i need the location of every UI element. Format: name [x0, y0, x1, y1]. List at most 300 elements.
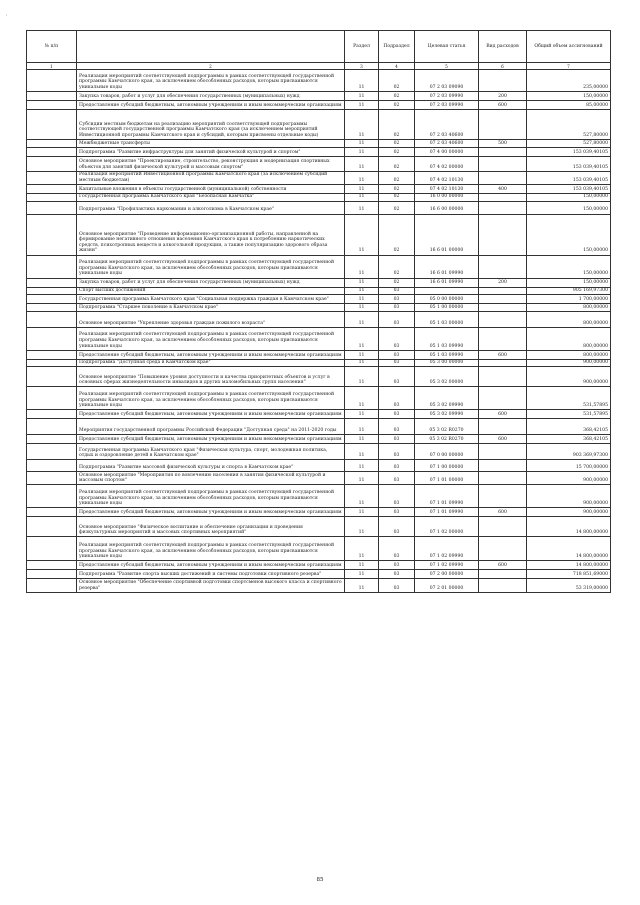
- row-expense: 600: [479, 561, 527, 570]
- row-name: Спорт высших достижений: [77, 287, 345, 295]
- table-row: [27, 327, 611, 350]
- table-row: [27, 156, 611, 171]
- header-target: Целевая статья: [415, 31, 479, 63]
- row-expense: [479, 537, 527, 561]
- row-number: [27, 295, 77, 304]
- row-subsection: 03: [379, 304, 415, 312]
- row-subsection: 03: [379, 410, 415, 419]
- row-target: 05 1 03 00000: [415, 311, 479, 327]
- row-name: Основное мероприятие "Мероприятия по вовлечению населения в занятия физической культурой и массовым спортом": [77, 472, 345, 485]
- row-number: [27, 311, 77, 327]
- row-subsection: 03: [379, 517, 415, 537]
- row-number: [27, 410, 77, 419]
- row-subsection: 03: [379, 485, 415, 508]
- row-expense: [479, 472, 527, 485]
- row-name: Реализация мероприятий соответствующей подпрограммы в рамках соответствующей государственной программы Камчатского края, за исключением обособленных расходов, которым присваиваются уникальные коды: [77, 255, 345, 278]
- row-target: 07 2 01 00000: [415, 579, 479, 592]
- row-section: 11: [345, 255, 379, 278]
- row-name: Подпрограмма "Развитие спорта высших достижений и системы подготовки спортивного резерва": [77, 570, 345, 579]
- row-target: 05 3 02 09990: [415, 387, 479, 410]
- row-section: 11: [345, 419, 379, 435]
- table-row: [27, 570, 611, 579]
- row-subsection: 03: [379, 419, 415, 435]
- row-subsection: 03: [379, 327, 415, 350]
- row-subsection: 03: [379, 472, 415, 485]
- table-row: [27, 444, 611, 460]
- table-row: [27, 350, 611, 359]
- row-name: Мероприятия государственной программы Российской Федерации "Доступная среда" на 2011-2020 годы: [77, 419, 345, 435]
- row-target: 07 2 00 00000: [415, 570, 479, 579]
- row-subsection: 02: [379, 171, 415, 184]
- row-name: Основное мероприятие "Обеспечение спортивной подготовки спортсменов высокого класса и спортивного резерва": [77, 579, 345, 592]
- row-number: [27, 570, 77, 579]
- row-subsection: 02: [379, 92, 415, 101]
- row-target: 16 6 01 09990: [415, 255, 479, 278]
- row-section: 11: [345, 444, 379, 460]
- table-row: [27, 184, 611, 193]
- row-section: 11: [345, 460, 379, 472]
- row-name: Основное мероприятие "Укрепление здоровья граждан пожилого возраста": [77, 311, 345, 327]
- row-target: 07 1 02 09990: [415, 561, 479, 570]
- row-name: Субсидии местным бюджетам на реализацию мероприятий соответствующей подпрограммы соответствующей государственной программы Камчатского края (за исключением мероприятий Инвестиционной программы Камчатского края и субсидий, которым присвоены отдельные коды): [77, 110, 345, 140]
- table-row: [27, 485, 611, 508]
- row-number: [27, 110, 77, 140]
- row-total: 900,00000: [527, 508, 611, 517]
- header-no: № п/п: [27, 31, 77, 63]
- row-number: [27, 156, 77, 171]
- table-row: [27, 435, 611, 444]
- row-subsection: 02: [379, 70, 415, 92]
- row-target: 07 2 03 40600: [415, 110, 479, 140]
- row-total: 900,00000: [527, 367, 611, 387]
- table-row: [27, 472, 611, 485]
- row-expense: [479, 570, 527, 579]
- table-row: [27, 508, 611, 517]
- row-expense: [479, 579, 527, 592]
- corner-mark: ': [6, 14, 8, 20]
- table-row: [27, 311, 611, 327]
- row-expense: [479, 304, 527, 312]
- row-total: 150,00000: [527, 201, 611, 214]
- row-subsection: 03: [379, 537, 415, 561]
- row-subsection: 03: [379, 359, 415, 367]
- row-target: 07 4 02 10130: [415, 171, 479, 184]
- row-target: 07 1 01 00000: [415, 472, 479, 485]
- row-name: Реализация мероприятий Инвестиционной программы Камчатского края (за исключением субсидий местным бюджетам): [77, 171, 345, 184]
- row-number: [27, 101, 77, 110]
- row-subsection: 03: [379, 295, 415, 304]
- row-total: 527,80000: [527, 110, 611, 140]
- row-target: 07 1 02 09990: [415, 537, 479, 561]
- row-expense: 200: [479, 92, 527, 101]
- column-number: 4: [379, 63, 415, 70]
- row-total: 900,00000: [527, 472, 611, 485]
- row-total: 905 169,97300: [527, 287, 611, 295]
- row-subsection: 03: [379, 387, 415, 410]
- row-section: 11: [345, 410, 379, 419]
- row-number: [27, 517, 77, 537]
- row-number: [27, 193, 77, 201]
- row-section: 11: [345, 579, 379, 592]
- row-total: 85,00000: [527, 101, 611, 110]
- table-row: [27, 140, 611, 148]
- row-total: 235,00000: [527, 70, 611, 92]
- row-number: [27, 255, 77, 278]
- row-target: 07 1 01 09990: [415, 508, 479, 517]
- row-total: 800,00000: [527, 327, 611, 350]
- row-total: 800,00000: [527, 350, 611, 359]
- table-row: [27, 460, 611, 472]
- row-subsection: 02: [379, 110, 415, 140]
- row-name: Предоставление субсидий бюджетным, автономным учреждениям и иным некоммерческим организациям: [77, 435, 345, 444]
- row-section: 11: [345, 508, 379, 517]
- row-section: 11: [345, 472, 379, 485]
- row-name: Подпрограмма "Доступная среда в Камчатском крае": [77, 359, 345, 367]
- row-expense: 600: [479, 410, 527, 419]
- row-name: Межбюджетные трансферты: [77, 140, 345, 148]
- row-expense: 600: [479, 508, 527, 517]
- budget-table: [26, 30, 611, 593]
- column-number: 6: [479, 63, 527, 70]
- row-expense: 400: [479, 184, 527, 193]
- row-subsection: 03: [379, 435, 415, 444]
- row-expense: [479, 110, 527, 140]
- row-number: [27, 278, 77, 287]
- row-name: Предоставление субсидий бюджетным, автономным учреждениям и иным некоммерческим организациям: [77, 508, 345, 517]
- row-total: 153 039,40105: [527, 156, 611, 171]
- row-expense: 200: [479, 278, 527, 287]
- column-number: 3: [345, 63, 379, 70]
- table-row: [27, 287, 611, 295]
- row-section: 11: [345, 156, 379, 171]
- row-name: Основное мероприятие "Повышение уровня доступности и качества приоритетных объектов и услуг в основных сферах жизнедеятельности инвалидов и других маломобильных групп населения": [77, 367, 345, 387]
- row-subsection: 03: [379, 460, 415, 472]
- row-section: 11: [345, 304, 379, 312]
- row-subsection: 03: [379, 350, 415, 359]
- page-number: 85: [316, 877, 324, 883]
- row-number: [27, 70, 77, 92]
- column-number: 7: [527, 63, 611, 70]
- row-subsection: 03: [379, 287, 415, 295]
- row-number: [27, 171, 77, 184]
- header-name: [77, 31, 345, 63]
- row-subsection: 02: [379, 214, 415, 255]
- row-target: 05 3 02 R0270: [415, 435, 479, 444]
- row-number: [27, 472, 77, 485]
- row-target: 07 0 00 00000: [415, 444, 479, 460]
- table-row: [27, 419, 611, 435]
- column-number: 2: [77, 63, 345, 70]
- row-target: 07 1 00 00000: [415, 460, 479, 472]
- row-expense: [479, 460, 527, 472]
- row-number: [27, 327, 77, 350]
- row-expense: [479, 255, 527, 278]
- row-subsection: 03: [379, 570, 415, 579]
- table-row: [27, 214, 611, 255]
- row-subsection: 02: [379, 193, 415, 201]
- row-section: 11: [345, 485, 379, 508]
- row-total: 527,80000: [527, 140, 611, 148]
- row-expense: [479, 359, 527, 367]
- column-number: 5: [415, 63, 479, 70]
- row-name: Предоставление субсидий бюджетным, автономным учреждениям и иным некоммерческим организациям: [77, 350, 345, 359]
- row-target: 05 1 03 09990: [415, 350, 479, 359]
- row-name: Государственная программа Камчатского края "Физическая культура, спорт, молодежная политика, отдых и оздоровление детей в Камчатском крае": [77, 444, 345, 460]
- row-number: [27, 304, 77, 312]
- row-section: 11: [345, 147, 379, 156]
- row-expense: [479, 311, 527, 327]
- row-subsection: 03: [379, 561, 415, 570]
- row-expense: [479, 214, 527, 255]
- row-section: 11: [345, 171, 379, 184]
- table-row: [27, 110, 611, 140]
- row-subsection: 03: [379, 444, 415, 460]
- row-name: Подпрограмма "Профилактика наркомании и алкоголизма в Камчатском крае": [77, 201, 345, 214]
- row-target: 07 1 02 00000: [415, 517, 479, 537]
- column-number-row: [27, 63, 611, 70]
- row-total: 15 700,00000: [527, 460, 611, 472]
- row-expense: [479, 171, 527, 184]
- row-section: 11: [345, 537, 379, 561]
- row-target: 05 3 02 R0270: [415, 419, 479, 435]
- row-total: 150,00000: [527, 92, 611, 101]
- row-number: [27, 147, 77, 156]
- row-section: 11: [345, 184, 379, 193]
- row-expense: [479, 367, 527, 387]
- row-subsection: 02: [379, 201, 415, 214]
- row-total: 53 319,00000: [527, 579, 611, 592]
- row-target: 05 3 02 00000: [415, 367, 479, 387]
- row-total: 900,00000: [527, 485, 611, 508]
- row-section: 11: [345, 359, 379, 367]
- row-number: [27, 419, 77, 435]
- row-name: Основное мероприятие "Проведение информационно-организационной работы, направленной на формирование негативного отношения населения Камчатского края к потреблению наркотических средств, психотропных веществ и алкогольной продукции, а также популяризацию здорового образа жизни": [77, 214, 345, 255]
- row-name: Реализация мероприятий соответствующей подпрограммы в рамках соответствующей государственной программы Камчатского края, за исключением обособленных расходов, которым присваиваются уникальные коды: [77, 537, 345, 561]
- row-number: [27, 435, 77, 444]
- row-section: 11: [345, 435, 379, 444]
- row-total: 150,00000: [527, 193, 611, 201]
- row-name: Закупка товаров, работ и услуг для обеспечения государственных (муниципальных) нужд: [77, 92, 345, 101]
- row-number: [27, 367, 77, 387]
- row-name: Основное мероприятие "Физическое воспитание и обеспечение организации и проведения физкультурных мероприятий и массовых спортивных мероприятий": [77, 517, 345, 537]
- row-expense: [479, 201, 527, 214]
- row-target: 07 4 00 00000: [415, 147, 479, 156]
- row-subsection: 02: [379, 156, 415, 171]
- table-row: [27, 278, 611, 287]
- row-section: 11: [345, 70, 379, 92]
- row-section: 11: [345, 327, 379, 350]
- row-number: [27, 184, 77, 193]
- row-number: [27, 92, 77, 101]
- row-total: 531,57895: [527, 387, 611, 410]
- row-total: 14 800,00000: [527, 517, 611, 537]
- row-name: Предоставление субсидий бюджетным, автономным учреждениям и иным некоммерческим организациям: [77, 561, 345, 570]
- row-subsection: 03: [379, 579, 415, 592]
- row-expense: [479, 287, 527, 295]
- row-section: 11: [345, 193, 379, 201]
- row-section: 11: [345, 101, 379, 110]
- row-total: 153 039,40105: [527, 171, 611, 184]
- row-target: 16 0 00 00000: [415, 193, 479, 201]
- row-expense: [479, 387, 527, 410]
- row-section: 11: [345, 570, 379, 579]
- row-expense: [479, 419, 527, 435]
- table-row: [27, 92, 611, 101]
- table-row: [27, 304, 611, 312]
- row-expense: [479, 327, 527, 350]
- row-target: 07 2 03 40600: [415, 140, 479, 148]
- row-expense: 600: [479, 435, 527, 444]
- row-total: 718 851,69000: [527, 570, 611, 579]
- table-row: [27, 561, 611, 570]
- row-number: [27, 444, 77, 460]
- table-body: [27, 70, 611, 593]
- header-total: Общий объем ассигнований: [527, 31, 611, 63]
- row-subsection: 02: [379, 255, 415, 278]
- row-number: [27, 537, 77, 561]
- row-total: 1 700,00000: [527, 295, 611, 304]
- table-row: [27, 410, 611, 419]
- row-section: 11: [345, 295, 379, 304]
- row-section: 11: [345, 201, 379, 214]
- row-section: 11: [345, 367, 379, 387]
- row-target: 07 2 03 09090: [415, 70, 479, 92]
- row-target: 07 2 03 09990: [415, 92, 479, 101]
- row-section: 11: [345, 287, 379, 295]
- row-section: 11: [345, 387, 379, 410]
- row-total: 800,00000: [527, 311, 611, 327]
- row-total: 14 800,00000: [527, 537, 611, 561]
- row-total: 368,42105: [527, 435, 611, 444]
- row-name: Государственная программа Камчатского края "Социальная поддержка граждан в Камчатском крае": [77, 295, 345, 304]
- row-expense: 500: [479, 140, 527, 148]
- row-name: Подпрограмма "Старшее поколение в Камчатском крае": [77, 304, 345, 312]
- row-target: 07 4 02 00000: [415, 156, 479, 171]
- table-row: [27, 387, 611, 410]
- row-total: 368,42105: [527, 419, 611, 435]
- row-section: 11: [345, 140, 379, 148]
- row-target: 07 2 03 09990: [415, 101, 479, 110]
- row-subsection: 02: [379, 278, 415, 287]
- row-expense: [479, 156, 527, 171]
- row-expense: [479, 295, 527, 304]
- row-number: [27, 287, 77, 295]
- row-section: 11: [345, 110, 379, 140]
- row-number: [27, 350, 77, 359]
- row-section: 11: [345, 278, 379, 287]
- row-name: Предоставление субсидий бюджетным, автономным учреждениям и иным некоммерческим организациям: [77, 410, 345, 419]
- row-subsection: 02: [379, 184, 415, 193]
- table-row: [27, 359, 611, 367]
- table-row: [27, 193, 611, 201]
- row-total: 800,00000: [527, 304, 611, 312]
- row-subsection: 02: [379, 147, 415, 156]
- row-expense: [479, 517, 527, 537]
- row-expense: [479, 485, 527, 508]
- row-subsection: 03: [379, 311, 415, 327]
- table-row: [27, 367, 611, 387]
- table-row: [27, 295, 611, 304]
- row-name: Основное мероприятие "Проектирование, строительство, реконструкция и модернизация спортивных объектов для занятий физической культурой и массовым спортом": [77, 156, 345, 171]
- row-target: 07 1 01 09990: [415, 485, 479, 508]
- table-row: [27, 101, 611, 110]
- row-number: [27, 485, 77, 508]
- row-target: 16 6 01 09990: [415, 278, 479, 287]
- row-section: 11: [345, 92, 379, 101]
- column-number: 1: [27, 63, 77, 70]
- row-name: Государственная программа Камчатского края "Безопасная Камчатка": [77, 193, 345, 201]
- row-section: 11: [345, 311, 379, 327]
- table-row: [27, 171, 611, 184]
- row-subsection: 02: [379, 140, 415, 148]
- row-expense: [479, 444, 527, 460]
- row-name: Подпрограмма "Развитие массовой физической культуры и спорта в Камчатском крае": [77, 460, 345, 472]
- row-expense: 600: [479, 350, 527, 359]
- row-name: Закупка товаров, работ и услуг для обеспечения государственных (муниципальных) нужд: [77, 278, 345, 287]
- row-section: 11: [345, 517, 379, 537]
- header-row: [27, 31, 611, 63]
- row-target: 16 6 01 00000: [415, 214, 479, 255]
- table-row: [27, 255, 611, 278]
- row-name: Реализация мероприятий соответствующей подпрограммы в рамках соответствующей государственной программы Камчатского края, за исключением обособленных расходов, которым присваиваются уникальные коды: [77, 70, 345, 92]
- table-row: [27, 517, 611, 537]
- row-target: 05 1 03 09990: [415, 327, 479, 350]
- header-expense: Вид расходов: [479, 31, 527, 63]
- row-target: 07 4 02 10130: [415, 184, 479, 193]
- row-number: [27, 460, 77, 472]
- row-expense: [479, 147, 527, 156]
- row-number: [27, 387, 77, 410]
- row-total: 153 039,40105: [527, 184, 611, 193]
- row-number: [27, 140, 77, 148]
- row-expense: 600: [479, 101, 527, 110]
- table-row: [27, 70, 611, 92]
- row-number: [27, 561, 77, 570]
- row-target: 05 1 00 00000: [415, 304, 479, 312]
- row-name: Подпрограмма "Развитие инфраструктуры для занятий физической культурой и спортом": [77, 147, 345, 156]
- row-total: 531,57895: [527, 410, 611, 419]
- row-number: [27, 214, 77, 255]
- row-total: 150,00000: [527, 278, 611, 287]
- table-row: [27, 201, 611, 214]
- row-target: [415, 287, 479, 295]
- row-total: 150,00000: [527, 255, 611, 278]
- row-number: [27, 201, 77, 214]
- row-name: Реализация мероприятий соответствующей подпрограммы в рамках соответствующей государственной программы Камчатского края, за исключением обособленных расходов, которым присваиваются уникальные коды: [77, 485, 345, 508]
- row-expense: [479, 70, 527, 92]
- row-total: 900,00000: [527, 359, 611, 367]
- table-row: [27, 579, 611, 592]
- row-number: [27, 579, 77, 592]
- row-total: 150,00000: [527, 214, 611, 255]
- row-name: Предоставление субсидий бюджетным, автономным учреждениям и иным некоммерческим организациям: [77, 101, 345, 110]
- row-subsection: 03: [379, 367, 415, 387]
- row-number: [27, 508, 77, 517]
- row-total: 903 369,97300: [527, 444, 611, 460]
- row-subsection: 02: [379, 101, 415, 110]
- header-subsection: Подраздел: [379, 31, 415, 63]
- row-name: Реализация мероприятий соответствующей подпрограммы в рамках соответствующей государственной программы Камчатского края, за исключением обособленных расходов, которым присваиваются уникальные коды: [77, 327, 345, 350]
- row-expense: [479, 193, 527, 201]
- row-total: 14 800,00000: [527, 561, 611, 570]
- row-total: 153 039,40105: [527, 147, 611, 156]
- row-section: 11: [345, 561, 379, 570]
- row-target: 16 6 00 00000: [415, 201, 479, 214]
- row-section: 11: [345, 350, 379, 359]
- row-name: Реализация мероприятий соответствующей подпрограммы в рамках соответствующей государственной программы Камчатского края, за исключением обособленных расходов, которым присваиваются уникальные коды: [77, 387, 345, 410]
- table-row: [27, 537, 611, 561]
- row-target: 05 3 00 00000: [415, 359, 479, 367]
